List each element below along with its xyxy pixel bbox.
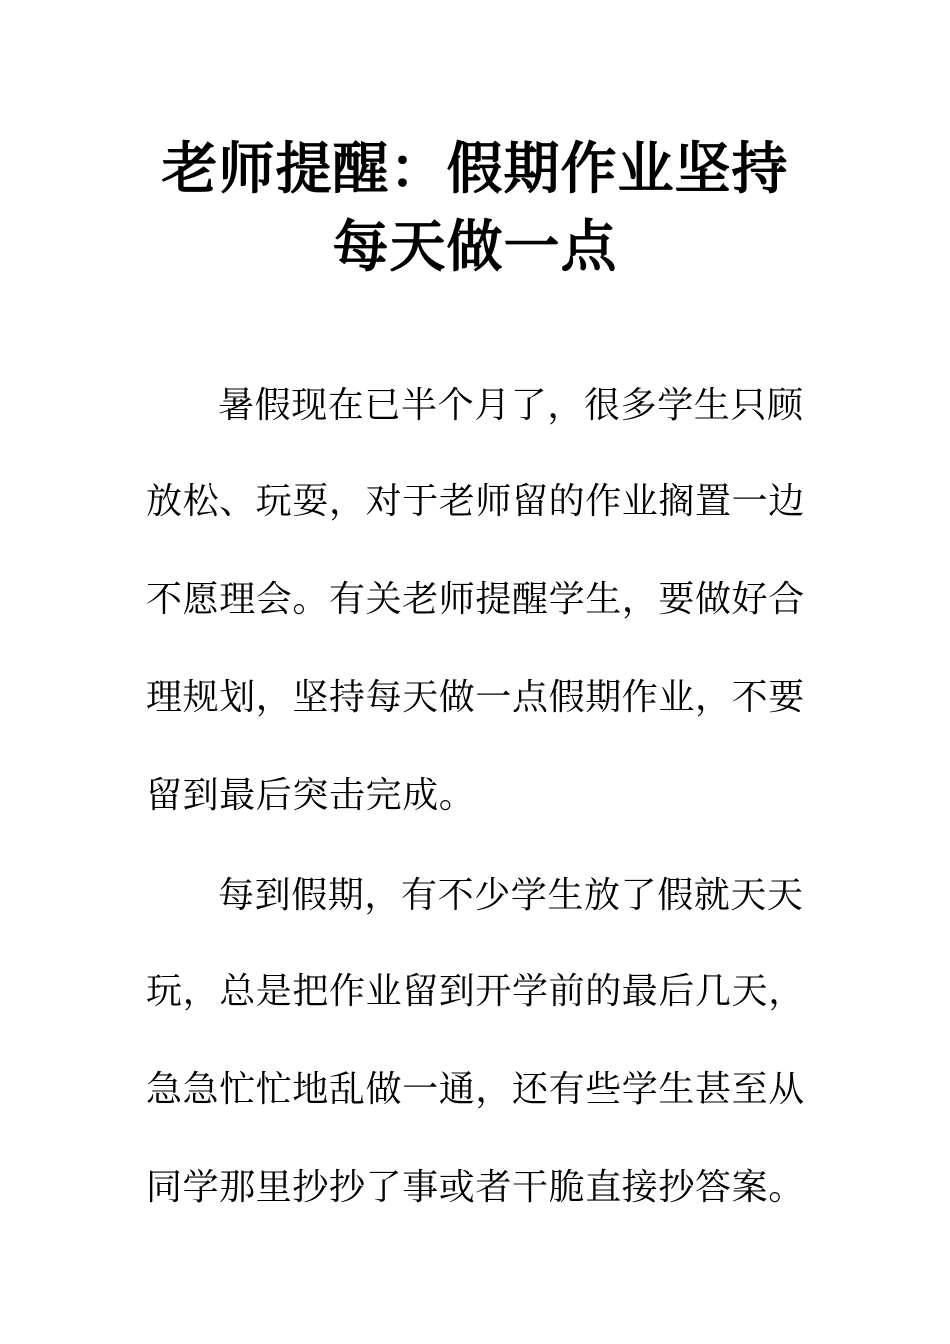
paragraph-2-line-3: 急急忙忙地乱做一通，还有些学生甚至从: [146, 1069, 805, 1110]
paragraph-2-line-1: 每到假期，有不少学生放了假就天天: [218, 875, 804, 916]
document-title-line-2: 每天做一点: [332, 214, 618, 280]
paragraph-1-line-5: 留到最后突击完成。: [146, 775, 476, 816]
paragraph-1-line-1: 暑假现在已半个月了，很多学生只顾: [218, 385, 804, 426]
document-title-line-1: 老师提醒：假期作业坚持: [161, 136, 789, 202]
paragraph-2-line-2: 玩，总是把作业留到开学前的最后几天，: [146, 971, 805, 1012]
paragraph-1-line-2: 放松、玩耍，对于老师留的作业搁置一边: [146, 481, 805, 522]
paragraph-2-line-4: 同学那里抄抄了事或者干脆直接抄答案。: [146, 1167, 805, 1208]
paragraph-1-line-4: 理规划，坚持每天做一点假期作业，不要: [146, 677, 805, 718]
paragraph-1-line-3: 不愿理会。有关老师提醒学生，要做好合: [146, 579, 805, 620]
